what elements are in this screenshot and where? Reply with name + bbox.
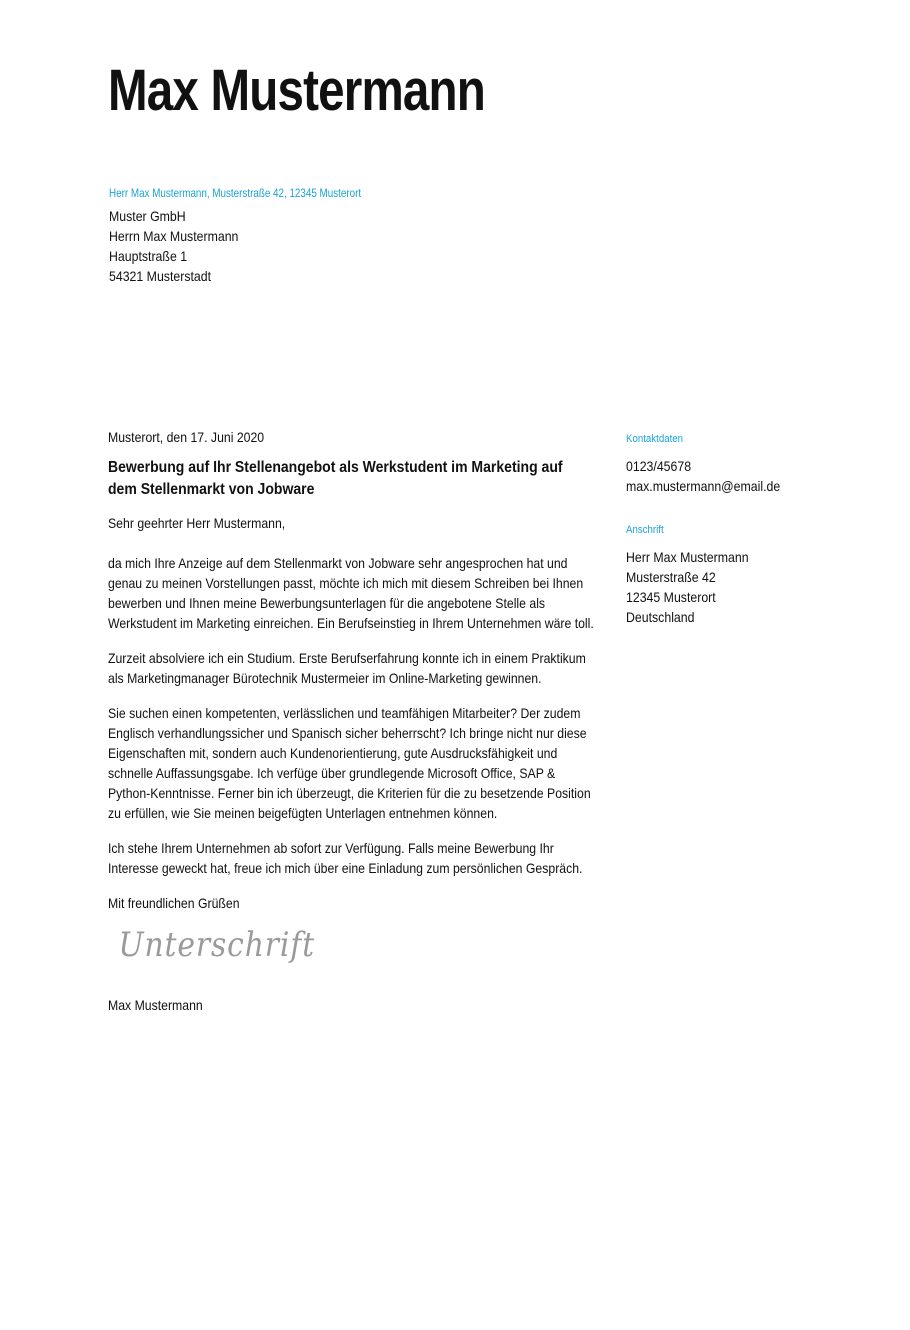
signature-name: Max Mustermann (108, 997, 203, 1013)
contact-sidebar (626, 430, 820, 627)
letter-body (108, 427, 594, 1015)
contact-email: max.mustermann@email.de (626, 478, 781, 494)
letter-date: Musterort, den 17. Juni 2020 (108, 429, 265, 445)
recipient-street: Hauptstraße 1 (109, 248, 188, 264)
recipient-address-block (109, 206, 238, 286)
recipient-city: 54321 Musterstadt (109, 268, 212, 284)
recipient-company: Muster GmbH (109, 208, 186, 224)
address-line: Herr Max Mustermann (626, 549, 749, 565)
contact-heading: Kontaktdaten (626, 433, 684, 445)
address-line: Deutschland (626, 609, 695, 625)
letter-subject: Bewerbung auf Ihr Stellenangebot als Werkstudent im Marketing auf dem Stellenmarkt von Jobware (108, 459, 563, 498)
address-heading: Anschrift (626, 524, 664, 536)
sender-return-address: Herr Max Mustermann, Musterstraße 42, 12345 Musterort (109, 186, 362, 200)
letter-paragraph: Zurzeit absolviere ich ein Studium. Erste Berufserfahrung konnte ich in einem Praktikum als Marketingmanager Bürotechnik Mustermeier im Online-Marketing gewinnen. (108, 650, 586, 686)
contact-phone: 0123/45678 (626, 458, 692, 474)
address-line: Musterstraße 42 (626, 569, 716, 585)
letter-salutation: Sehr geehrter Herr Mustermann, (108, 515, 286, 531)
signature-image (108, 923, 594, 995)
letter-paragraph: da mich Ihre Anzeige auf dem Stellenmarkt von Jobware sehr angesprochen hat und genau zu meinen Vorstellungen passt, möchte ich mich mit diesem Schreiben bei Ihnen bewerben und Ihnen meine Bewerbungsunterlagen für die angebotene Stelle als Werkstudent im Marketing einreichen. Ein Berufseinstieg in Ihrem Unternehmen wäre toll. (108, 555, 594, 631)
address-line: 12345 Musterort (626, 589, 716, 605)
letter-closing: Mit freundlichen Grüßen (108, 895, 240, 911)
page-title: Max Mustermann (108, 58, 486, 123)
recipient-person: Herrn Max Mustermann (109, 228, 239, 244)
letter-paragraph: Ich stehe Ihrem Unternehmen ab sofort zur Verfügung. Falls meine Bewerbung Ihr Interesse geweckt hat, freue ich mich über eine Einladung zum persönlichen Gespräch. (108, 840, 583, 876)
signature-handwriting: Unterschrift (118, 925, 316, 965)
letter-paragraph: Sie suchen einen kompetenten, verlässlichen und teamfähigen Mitarbeiter? Der zudem Englisch verhandlungssicher und Spanisch sicher beherrscht? Ich bringe nicht nur diese Eigenschaften mit, sondern auch Kundenorientierung, gute Ausdrucksfähigkeit und schnelle Auffassungsgabe. Ich verfüge über grundlegende Microsoft Office, SAP & Python-Kenntnisse. Ferner bin ich überzeugt, die Kriterien für die zu besetzende Position zu erfüllen, wie Sie meinen beigefügten Unterlagen entnehmen können. (108, 705, 591, 821)
